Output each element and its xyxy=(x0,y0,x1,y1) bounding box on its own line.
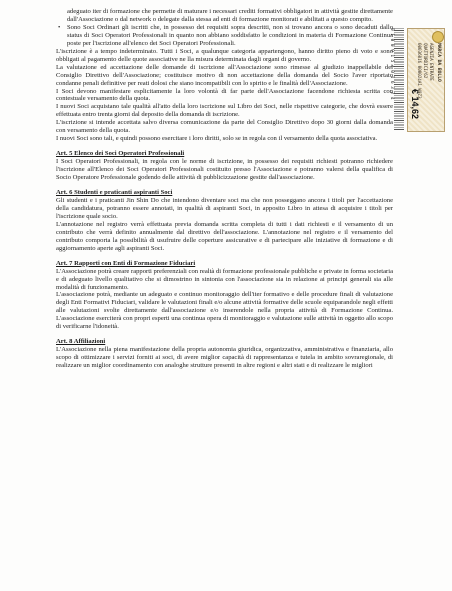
section-text-art6-2: L'annotazione nel registro verrà effettuata previa domanda scritta completa di tutti i dati richiesti e il versamento di un contributo che verrà definito annualmente dal direttivo dell'associazione. L'annotazione nel registro e il versamento del contributo comporta la possibilità di usufruire delle coperture assicurative e di partecipare alle iniziative di formazione e di aggiornamento aperte agli aspiranti Soci. xyxy=(56,220,393,252)
paragraph: I nuovi Soci acquistano tale qualità all'atto della loro iscrizione sul Libro dei Soci, nelle rispettive categorie, che dovrà essere effettuata entro trenta giorni dal deposito della domanda di iscrizione. xyxy=(56,103,393,119)
barcode-strip xyxy=(394,28,404,130)
paragraph: L'iscrizione è a tempo indeterminato. Tutti i Soci, a qualunque categoria appartengono, hanno diritto pieno di voto e sono obbligati al pagamento delle quote associative ne lla misura determinata dagli organi di governo. xyxy=(56,47,393,63)
paragraph: L'iscrizione si intende accettata salvo diversa comunicazione da parte del Consiglio Direttivo dopo 30 giorni dalla domanda con versamento della quota. xyxy=(56,119,393,135)
stamp-line1: AGENZIA ENTRATE xyxy=(429,43,434,81)
section-text-art6: Gli studenti e i praticanti Jin Shin Do che intendono diventare soci ma che non posseggano ancora i titoli per l'accettazione della candidatura, potranno essere annotati, in qualità di aspiranti Soci, in apposito Libro in attesa di acquisire i titoli per l'iscrizione quale socio. xyxy=(56,196,393,220)
revenue-stamp xyxy=(407,28,445,132)
section-heading-art5: Art. 5 Elenco dei Soci Operatori Professionali xyxy=(56,150,185,158)
bullet-item xyxy=(56,24,393,48)
paragraph: I nuovi Soci sono tali, e quindi possono esercitare i loro diritti, solo se in regola con il versamento della quota associativa. xyxy=(56,135,378,143)
stamp-amount: € 14,62 xyxy=(410,89,420,120)
section-text-art5: I Soci Operatori Professionali, in regola con le norme di iscrizione, in possesso dei requisiti richiesti potranno richiedere l'iscrizione all'Elenco dei Soci Operatori Professionali costituito presso l'Associazione e potranno valersi della qualifica di Socio Operatore Professionale godendo delle attività di pubblicizzazione gestite dall'associazione. xyxy=(56,158,393,182)
emblem-icon xyxy=(432,31,444,43)
bullet-icon: • xyxy=(58,23,61,31)
intro-paragraph: adeguato iter di formazione che permette di maturare i necessari crediti formativi obbligatori in attività gestite direttamente dall'Associazione o dal network o delegate dalla stessa ad enti di formazione monitorati e abilitati a questo compito. xyxy=(67,8,393,23)
section-text-art8: L'Associazione nella piena manifestazione della propria autonomia giuridica, organizzativa, amministrativa e finanziaria, allo scopo di ottimizzare i servizi forniti ai soci, di avere miglior capacità di rappresentanza e tutela in ambito sovraregionale, di realizzare un miglior coordinamento con analoghe strutture presenti in altre regioni e altri stati e di realizzare le migliori xyxy=(56,346,393,370)
section-heading-art8: Art. 8 Affiliazioni xyxy=(56,338,106,346)
barcode-serial: 0 1 0 0 9 1 5 4 0 1 6 3 2 4 xyxy=(389,28,394,100)
document-body xyxy=(56,8,393,370)
bullet-text: Sono Soci Ordinari gli iscritti che, in possesso dei requisiti sopra descritti, non si trovano ancora o sono decaduti dallo status di Soci Operatori Professionali in quanto non abbiano soddisfatto le condizioni in materia di Formazione Continua poste per l'iscrizione all'elenco dei Soci Operatori Professionali. xyxy=(67,23,393,47)
paragraph: I Soci devono manifestare esplicitamente la loro volontà di far parte dell'Associazione facendone richiesta scritta con contestuale versamento della quota. xyxy=(56,87,393,103)
section-text-art7: L'Associazione potrà creare rapporti preferenziali con realtà di formazione professionale pubbliche e private in forma societaria e di adeguato livello qualitativo che si dimostrino in sintonia con l'associazione sia in relazione ai principi generali sia alle modalità di funzionamento. xyxy=(56,267,393,291)
stamp-line3: 00036016 000024A1 W9Z3 xyxy=(417,43,422,99)
stamp-label: MARCA DA BOLLO xyxy=(436,43,441,82)
paragraph: La valutazione ed accettazione delle domande di iscrizione all'Associazione sono rimesse al giudizio inappellabile del Consiglio Direttivo dell'Associazione; costituisce motivo di non accettazione della domanda del Socio l'aver riportato condanne penali definitive per reati dolosi che siano incompatibili con lo spirito e le finalità dell'Associazione. xyxy=(56,63,393,87)
section-text-art7-2: L'associazione potrà, mediante un adeguato e continuo monitoraggio dell'iter formativo e delle procedure finali di valutazione degli Enti Formativi Fiduciari, validare le valutazioni finali e/o alcune attività formative delle scuole equiparandole negli effetti alle valutazioni svolte direttamente dall'associazione e/o inserendole nella propria attività di Formazione Continua. L'associazione eserciterà con propri esperti una continua opera di monitoraggio e valutazione sulle attività in oggetto allo scopo di verificarne l'idoneità. xyxy=(56,291,393,331)
stamp-line2: QUATTORDICI/62 xyxy=(423,43,428,79)
section-heading-art6: Art. 6 Studenti e praticanti aspiranti Soci xyxy=(56,189,173,197)
section-heading-art7: Art. 7 Rapporti con Enti di Formazione Fiduciari xyxy=(56,259,196,267)
